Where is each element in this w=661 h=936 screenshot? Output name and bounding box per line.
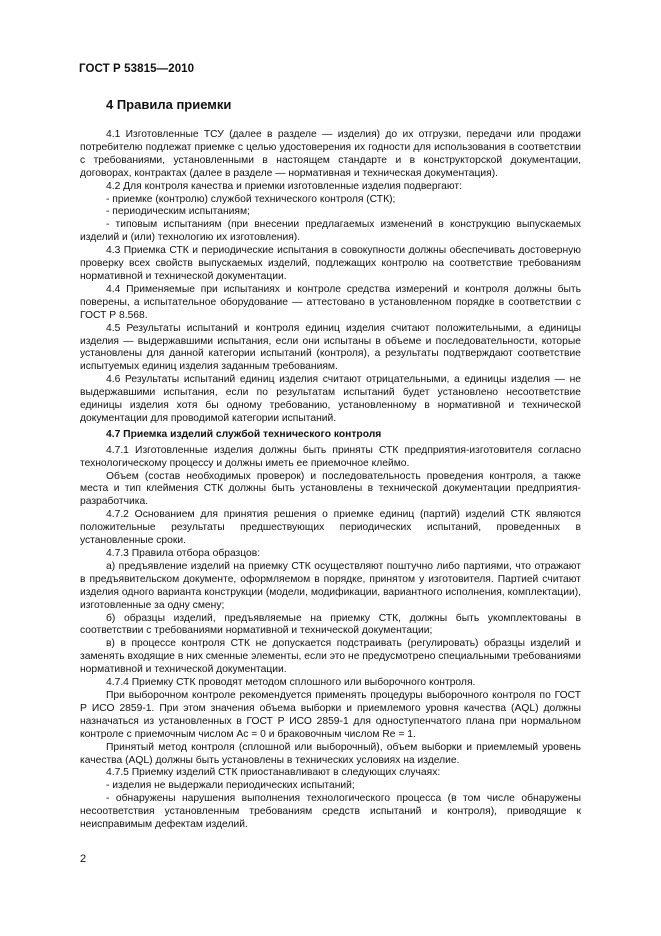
paragraph-4-1: 4.1 Изготовленные ТСУ (далее в разделе — изделия) до их отгрузки, передачи или продажи потребителю подлежат приемке с целью удостоверения их годности для использования в соответствии с требованиями, установленными в настоящем стандарте и в конструкторской документации, договорах, контрактах (далее в разделе — нормативная и техническая документация). (80, 129, 581, 179)
paragraph: Объем (состав необходимых проверок) и последовательность проведения контроля, а также места и тип клеймения СТК должны быть установлены в технической документации предприятия-разработчика. (80, 470, 581, 508)
page-number: 2 (80, 853, 87, 865)
paragraph-4-7-1: 4.7.1 Изготовленные изделия должны быть приняты СТК предприятия-изготовителя согласно технологическому процессу и должны иметь ее приемочное клеймо. (80, 444, 581, 469)
section-title: 4 Правила приемки (106, 97, 232, 112)
paragraph-4-7-2: 4.7.2 Основанием для принятия решения о приемке единиц (партий) изделий СТК являются положительные результаты предшествующих периодических испытаний, проведенных в установленные сроки. (80, 509, 581, 547)
body-text (80, 129, 581, 832)
paragraph-4-7-4: 4.7.4 Приемку СТК проводят методом сплошного или выборочного контроля. (106, 677, 476, 689)
paragraph-4-2: 4.2 Для контроля качества и приемки изготовленные изделия подвергают: (106, 180, 462, 192)
list-item: а) предъявление изделий на приемку СТК осуществляют поштучно либо партиями, что отражают в предъявительском документе, оформляемом в порядке, принятом у изготовителя. Партией считают изделия одного варианта конструкции (модели, модификации, вариантного исполнения, комплектации), изготовленные за одну смену; (80, 560, 581, 611)
standard-header: ГОСТ Р 53815—2010 (79, 63, 195, 75)
paragraph-4-4: 4.4 Применяемые при испытаниях и контроле средства измерений и контроля должны быть поверены, а испытательное оборудование — аттестовано в установленном порядке в соответствии с ГОСТ Р 8.568. (80, 283, 581, 321)
list-item: - изделия не выдержали периодических испытаний; (106, 780, 355, 792)
paragraph-4-3: 4.3 Приемка СТК и периодические испытания в совокупности должны обеспечивать достоверную проверку всех свойств выпускаемых изделий, подлежащих контролю на соответствие требованиям нормативной и технической документации. (80, 245, 581, 282)
paragraph: Принятый метод контроля (сплошной или выборочный), объем выборки и приемлемый уровень качества (AQL) должны быть установлены в технических условиях на изделие. (80, 741, 581, 766)
list-item: - приемке (контролю) службой технического контроля (СТК); (106, 193, 396, 205)
paragraph-4-5: 4.5 Результаты испытаний и контроля единиц изделия считают положительными, а единицы изделия — выдержавшими испытания, если они испытаны в объеме и последовательности, которые установлены для данной категории испытаний (контроля), а результаты подтверждают соответствие испытуемых единиц изделия заданным требованиям. (80, 322, 581, 373)
list-item: б) образцы изделий, предъявляемые на приемку СТК, должны быть укомплектованы в соответствии с требованиями нормативной и технической документации; (80, 612, 581, 637)
subsection-title-4-7: 4.7 Приемка изделий службой технического контроля (106, 428, 382, 440)
paragraph-4-7-3: 4.7.3 Правила отбора образцов: (106, 548, 261, 559)
list-item: - обнаружены нарушения выполнения технологического процесса (в том числе обнаружены несоответствия установленным требованиям средств испытаний и контроля), приводящие к неисправимым дефектам изделий. (80, 793, 581, 831)
list-item: в) в процессе контроля СТК не допускается подстраивать (регулировать) образцы изделий и заменять входящие в них сменные элементы, если это не предусмотрено специальными требованиями нормативной и технической документации. (80, 638, 581, 676)
paragraph: При выборочном контроле рекомендуется применять процедуры выборочного контроля по ГОСТ Р ИСО 2859-1. При этом значения объема выборки и приемлемого уровня качества (AQL) должны назначаться из установленных в ГОСТ Р ИСО 2859-1 для одноступенчатого плана при нормальном контроле с приемочным числом Ac = 0 и браковочным числом Re = 1. (80, 689, 581, 740)
paragraph-4-6: 4.6 Результаты испытаний единиц изделия считают отрицательными, а единицы изделия — не выдержавшими испытания, если по результатам испытаний будет установлено несоответствие единицы изделия хотя бы одному требованию, установленному в нормативной и технической документации для проводимой категории испытаний. (80, 374, 581, 424)
list-item: - периодическим испытаниям; (106, 206, 250, 218)
paragraph-4-7-5: 4.7.5 Приемку изделий СТК приостанавливают в следующих случаях: (106, 767, 441, 779)
list-item: - типовым испытаниям (при внесении предлагаемых изменений в конструкцию выпускаемых изделий и (или) технологию их изготовления). (80, 219, 581, 244)
